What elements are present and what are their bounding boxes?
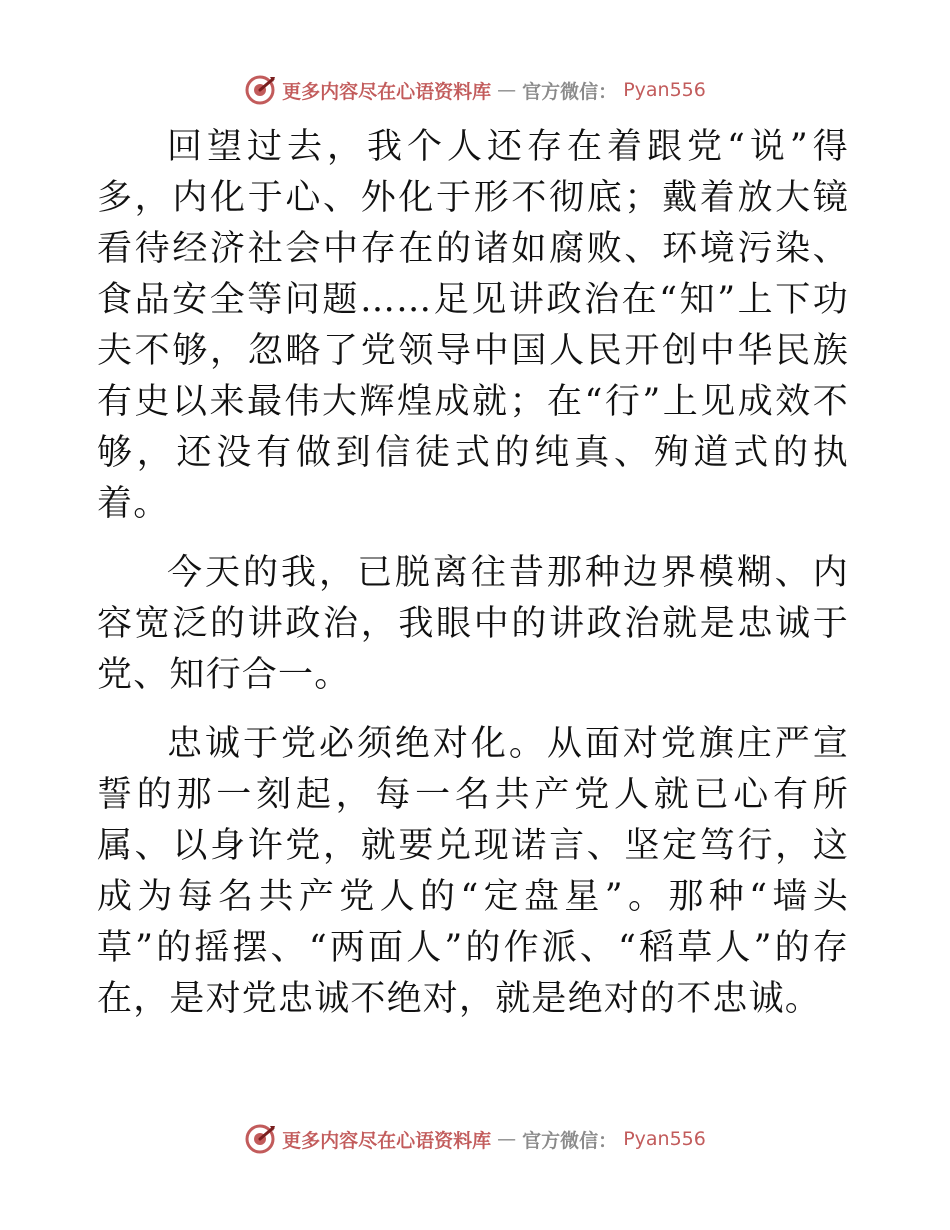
watermark-account: Pyan556 xyxy=(623,1128,706,1150)
paragraph-1: 回望过去，我个人还存在着跟党“说”得多，内化于心、外化于形不彻底；戴着放大镜看待经济社会中存在的诸如腐败、环境污染、食品安全等问题……足见讲政治在“知”上下功夫不够，忽略了党领导中国人民开创中华民族有史以来最伟大辉煌成就；在“行”上见成效不够，还没有做到信徒式的纯真、殉道式的执着。 xyxy=(97,127,849,524)
watermark-account: Pyan556 xyxy=(623,79,706,101)
logo-icon xyxy=(244,1123,276,1155)
watermark-main-text: 更多内容尽在心语资料库 xyxy=(282,80,492,103)
watermark-dash: — xyxy=(497,1128,517,1150)
logo-icon xyxy=(244,74,276,106)
watermark-dash: — xyxy=(497,79,517,101)
footer-watermark xyxy=(0,1119,950,1159)
watermark-main-text: 更多内容尽在心语资料库 xyxy=(282,1129,492,1152)
watermark-wechat-label: 官方微信： xyxy=(522,80,618,103)
paragraph-2: 今天的我，已脱离往昔那种边界模糊、内容宽泛的讲政治，我眼中的讲政治就是忠诚于党、知行合一。 xyxy=(97,553,849,695)
watermark-wechat-label: 官方微信： xyxy=(522,1129,618,1152)
header-watermark xyxy=(0,70,950,110)
document-body xyxy=(97,122,849,1043)
paragraph-3: 忠诚于党必须绝对化。从面对党旗庄严宣誓的那一刻起，每一名共产党人就已心有所属、以身许党，就要兑现诺言、坚定笃行，这成为每名共产党人的“定盘星”。那种“墙头草”的摇摆、“两面人”的作派、“稻草人”的存在，是对党忠诚不绝对，就是绝对的不忠诚。 xyxy=(97,724,849,1019)
